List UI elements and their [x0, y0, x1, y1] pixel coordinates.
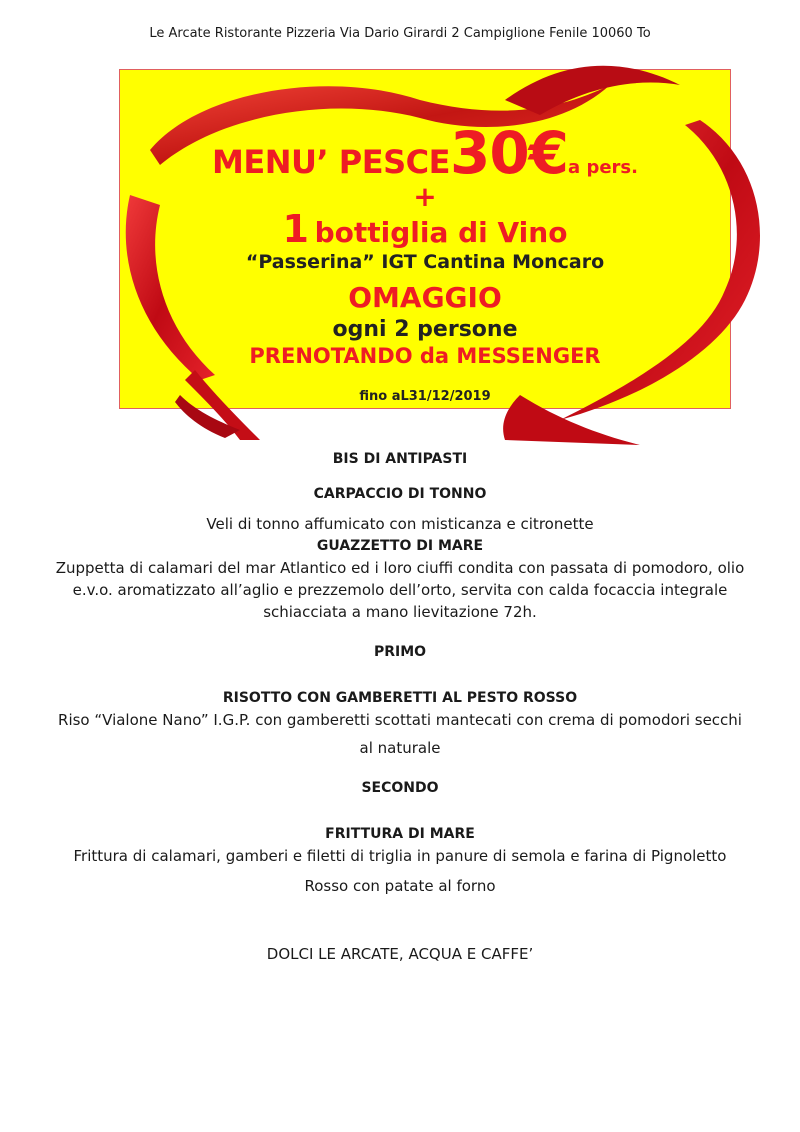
dish-description: Riso “Vialone Nano” I.G.P. con gamberetti scottati mantecati con crema di pomodori secchi: [58, 711, 742, 729]
dish-name: RISOTTO CON GAMBERETTI AL PESTO ROSSO: [222, 690, 578, 706]
every-two-people: ogni 2 persone: [332, 317, 518, 342]
dish-name: GUAZZETTO DI MARE: [316, 538, 484, 554]
dish-description: Frittura di calamari, gamberi e filetti di triglia in panure di semola e farina di Pignoletto: [73, 847, 727, 865]
menu-list: [40, 448, 760, 965]
promo-section: [0, 0, 800, 450]
dish-description: al naturale: [359, 739, 441, 757]
dish-name: CARPACCIO DI TONNO: [313, 486, 487, 502]
dish-description: Veli di tonno affumicato con misticanza e citronette: [206, 515, 594, 533]
dish-name: FRITTURA DI MARE: [325, 826, 475, 842]
section-title-antipasti: BIS DI ANTIPASTI: [332, 451, 468, 467]
dish-description: e.v.o. aromatizzato all’aglio e prezzemolo dell’orto, servita con calda focaccia integrale: [72, 581, 728, 599]
valid-until: fino aL31/12/2019: [359, 389, 491, 404]
section-title-primo: PRIMO: [373, 644, 427, 660]
booking-note: PRENOTANDO da MESSENGER: [249, 344, 601, 368]
dish-description: Rosso con patate al forno: [304, 877, 496, 895]
bottle-offer: [119, 207, 731, 251]
section-title-secondo: SECONDO: [361, 780, 439, 796]
plus-sign: +: [413, 180, 437, 213]
per-person: a pers.: [568, 157, 638, 178]
price: 30€: [449, 119, 569, 187]
dish-description: Zuppetta di calamari del mar Atlantico ed i loro ciuffi condita con passata di pomodoro, olio: [55, 559, 745, 577]
bottle-number: 1: [282, 207, 309, 251]
menu-label: MENU’ PESCE: [212, 143, 450, 181]
bottle-text: bottiglia di Vino: [314, 216, 568, 249]
dish-description: schiacciata a mano lievitazione 72h.: [263, 603, 537, 621]
closing-line: DOLCI LE ARCATE, ACQUA E CAFFE’: [266, 945, 534, 963]
wine-name: “Passerina” IGT Cantina Moncaro: [245, 251, 605, 273]
gift-label: OMAGGIO: [348, 281, 502, 314]
restaurant-address: Le Arcate Ristorante Pizzeria Via Dario Girardi 2 Campiglione Fenile 10060 To: [149, 26, 651, 41]
promo-headline: [119, 119, 731, 187]
promo-text: [119, 69, 731, 409]
